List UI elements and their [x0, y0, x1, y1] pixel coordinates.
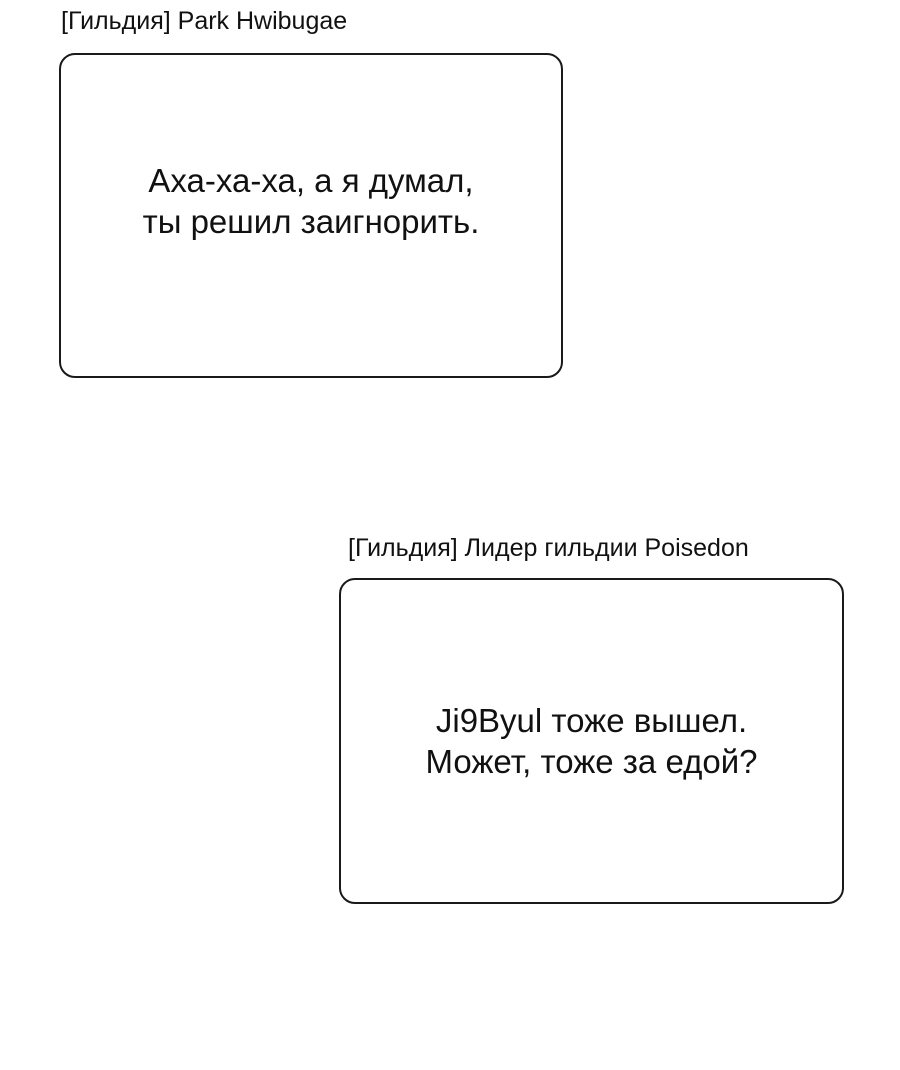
message-line: Аха-ха-ха, а я думал, — [148, 161, 474, 199]
message-line: ты решил заигнорить. — [142, 202, 480, 240]
message-text — [143, 160, 480, 242]
message-text — [426, 700, 758, 782]
chat-message-bubble — [339, 578, 844, 904]
chat-message-bubble — [59, 53, 563, 378]
message-line: Ji9Byul тоже вышел. — [435, 702, 748, 739]
message-sender: [Гильдия] Park Hwibugae — [61, 7, 348, 35]
message-line: Может, тоже за едой? — [425, 743, 758, 780]
message-sender: [Гильдия] Лидер гильдии Poisedon — [348, 534, 749, 562]
